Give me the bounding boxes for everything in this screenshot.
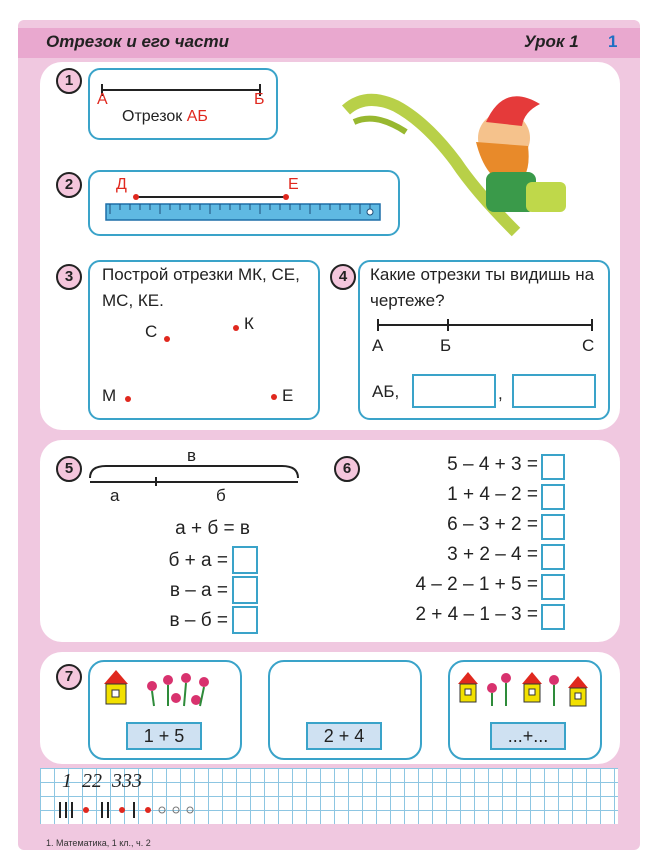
task6-equation-5: 4 – 2 – 1 + 5 =	[415, 574, 538, 595]
part-a-label: а	[110, 486, 120, 505]
point-e3-dot	[271, 394, 277, 400]
task5-equation-3: в – а =	[169, 580, 228, 601]
task6-answer-box-6[interactable]	[541, 604, 565, 630]
task5-equation-4: в – б =	[169, 610, 228, 631]
segment-ab	[96, 82, 266, 102]
point-c-dot	[164, 336, 170, 342]
task5-equation-1: а + б = в	[175, 518, 250, 539]
task7-expression-2: 2 + 4	[306, 722, 382, 750]
point-a4-label: А	[372, 336, 384, 355]
point-m-label: М	[102, 386, 117, 405]
task6-equation-3: 6 – 3 + 2 =	[447, 514, 538, 535]
lesson-label: Урок 1	[524, 32, 579, 51]
task1-card	[88, 68, 278, 140]
point-d-label: Д	[116, 176, 127, 193]
task6-answer-box-3[interactable]	[541, 514, 565, 540]
point-b4-label: Б	[440, 336, 452, 355]
part-b-label: б	[216, 486, 226, 505]
task7-expression-1: 1 + 5	[126, 722, 202, 750]
segment-abc	[374, 318, 598, 332]
point-b-label: Б	[254, 91, 265, 108]
point-c4-label: С	[582, 336, 595, 355]
sample-digits: 1 22 333	[62, 770, 142, 792]
ruler-with-segment	[100, 192, 386, 224]
task5-answer-box-3[interactable]	[232, 606, 258, 634]
point-a-label: А	[97, 91, 108, 108]
task6-answer-box-4[interactable]	[541, 544, 565, 570]
segment-caption: Отрезок АБ	[122, 108, 208, 125]
task4-question: Какие отрезки ты видишь на чертеже?	[370, 265, 595, 310]
footer-note: 1. Математика, 1 кл., ч. 2	[46, 838, 151, 848]
task-number-1: 1	[56, 68, 82, 94]
task3-instruction: Построй отрезки МК, СЕ, МС, КЕ.	[102, 265, 300, 310]
task-number-3: 3	[56, 264, 82, 290]
task-number-4: 4	[330, 264, 356, 290]
task5-answer-box-2[interactable]	[232, 576, 258, 604]
task4-separator: ,	[498, 384, 503, 403]
task-number-2: 2	[56, 172, 82, 198]
page-number: 1	[608, 32, 618, 51]
counting-sticks	[58, 800, 218, 820]
point-c-label: С	[145, 322, 158, 341]
task-number-5: 5	[56, 456, 82, 482]
task5-answer-box-1[interactable]	[232, 546, 258, 574]
task4-answer-start: АБ,	[372, 382, 400, 401]
page-title: Отрезок и его части	[46, 32, 229, 51]
whole-label: в	[187, 446, 197, 465]
task6-equation-1: 5 – 4 + 3 =	[447, 454, 538, 475]
point-k-label: К	[244, 314, 254, 333]
point-e-label: Е	[288, 176, 299, 193]
task4-answer-box-2[interactable]	[512, 374, 596, 408]
point-m-dot	[125, 396, 131, 402]
task6-answer-box-2[interactable]	[541, 484, 565, 510]
segment-abv	[86, 462, 302, 486]
task7-expression-3: ...+...	[490, 722, 566, 750]
task6-equation-4: 3 + 2 – 4 =	[447, 544, 538, 565]
task6-equation-6: 2 + 4 – 1 – 3 =	[415, 604, 538, 625]
houses-and-flowers-3	[456, 666, 592, 718]
task-number-7: 7	[56, 664, 82, 690]
houses-and-flowers-1	[100, 666, 230, 718]
task6-answer-box-1[interactable]	[541, 454, 565, 480]
task-number-6: 6	[334, 456, 360, 482]
point-e3-label: Е	[282, 386, 294, 405]
task6-answer-box-5[interactable]	[541, 574, 565, 600]
task4-answer-box-1[interactable]	[412, 374, 496, 408]
task6-equation-2: 1 + 4 – 2 =	[447, 484, 538, 505]
task5-equation-2: б + а =	[168, 550, 228, 571]
point-k-dot	[233, 325, 239, 331]
